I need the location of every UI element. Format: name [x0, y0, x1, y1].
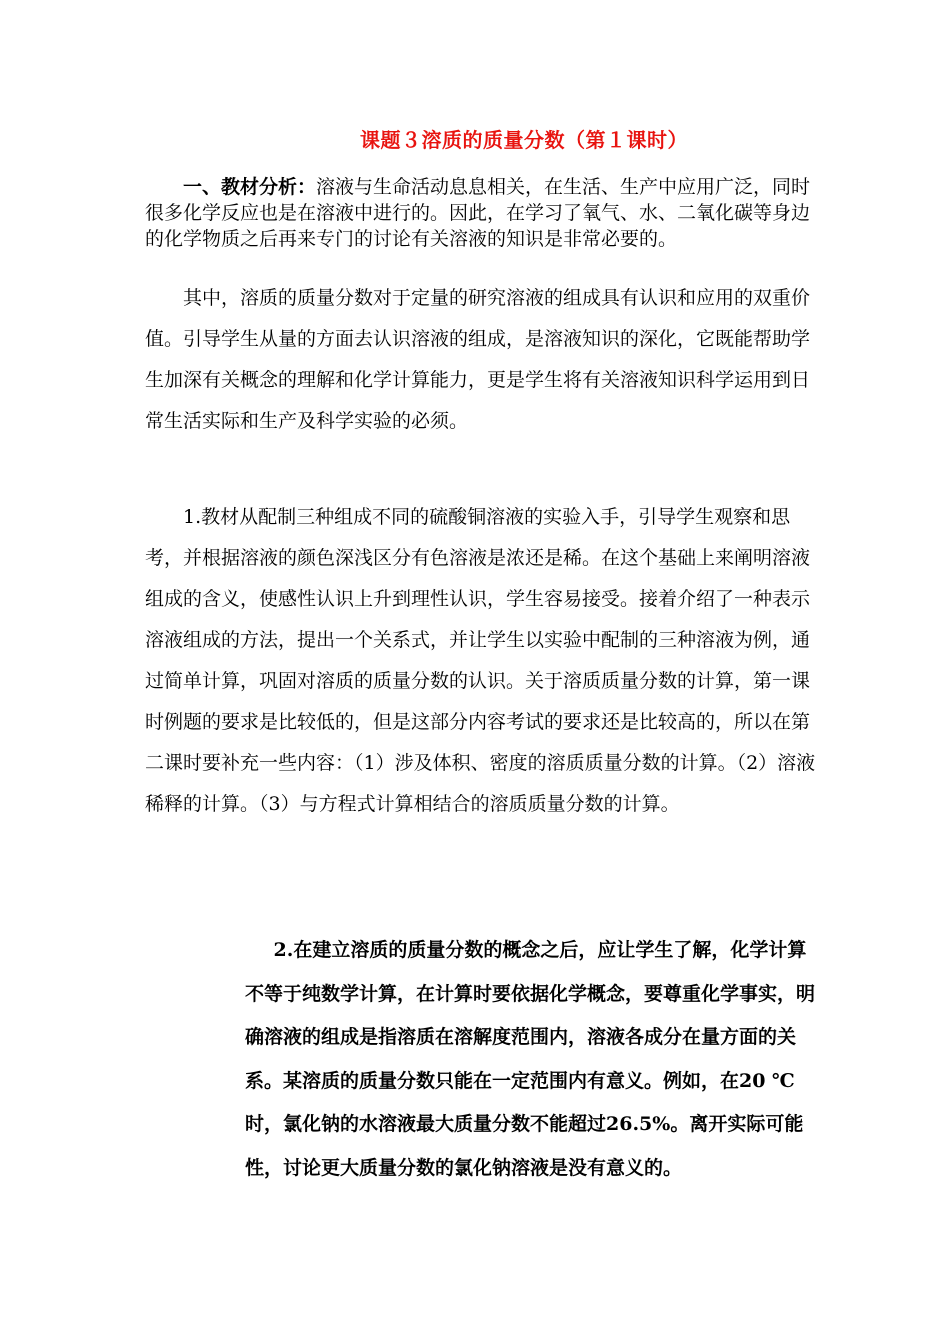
document-title: 课题３溶质的质量分数（第１课时） [360, 128, 688, 152]
section1-paragraph [145, 174, 825, 252]
paragraph-value: 其中，溶质的质量分数对于定量的研究溶液的组成具有认识和应用的双重价值。引导学生从量的方面去认识溶液的组成，是溶液知识的深化，它既能帮助学生加深有关概念的理解和化学计算能力，更是学生将有关溶液知识科学运用到日常生活实际和生产及科学实验的必须。 [145, 287, 811, 432]
section1-text: 溶液与生命活动息息相关，在生活、生产中应用广泛，同时很多化学反应也是在溶液中进行的。因此，在学习了氧气、水、二氧化碳等身边的化学物质之后再来专门的讨论有关溶液的知识是非常必要的。 [145, 176, 811, 250]
teaching-material-analysis [145, 174, 825, 252]
section-heading: 一、教材分析： [183, 176, 317, 198]
paragraph-point-1: 1.教材从配制三种组成不同的硫酸铜溶液的实验入手，引导学生观察和思考，并根据溶液的颜色深浅区分有色溶液是浓还是稀。在这个基础上来阐明溶液组成的含义，使感性认识上升到理性认识，学生容易接受。接着介绍了一种表示溶液组成的方法，提出一个关系式，并让学生以实验中配制的三种溶液为例，通过简单计算，巩固对溶质的质量分数的认识。关于溶质质量分数的计算，第一课时例题的要求是比较低的，但是这部分内容考试的要求还是比较高的，所以在第二课时要补充一些内容：（1）涉及体积、密度的溶质质量分数的计算。（2）溶液稀释的计算。（3）与方程式计算相结合的溶质质量分数的计算。 [145, 506, 816, 815]
paragraph-point-2: 2.在建立溶质的质量分数的概念之后，应让学生了解，化学计算不等于纯数学计算，在计算时要依据化学概念，要尊重化学事实，明确溶液的组成是指溶质在溶解度范围内，溶液各成分在量方面的关系。某溶质的质量分数只能在一定范围内有意义。例如，在20 ℃时，氯化钠的水溶液最大质量分数不能超过26.5%。离开实际可能性，讨论更大质量分数的氯化钠溶液是没有意义的。 [245, 939, 816, 1179]
